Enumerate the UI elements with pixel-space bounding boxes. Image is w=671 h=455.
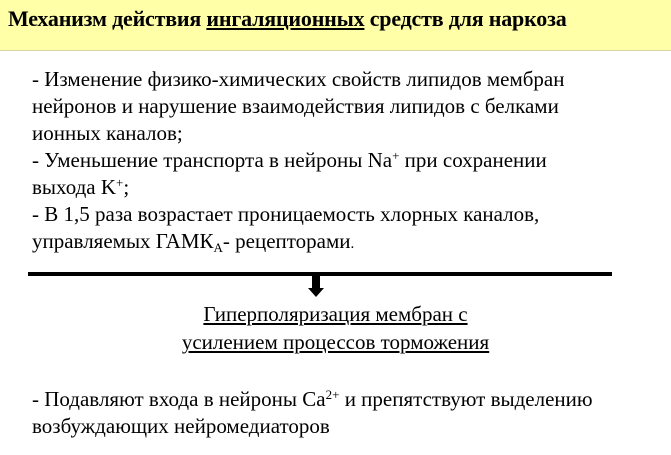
title-prefix: Механизм действия [8, 6, 207, 31]
k-charge: + [116, 175, 124, 190]
point-2-text-a: - Уменьшение транспорта в нейроны Na [32, 148, 393, 172]
bottom-line-2: возбуждающих нейромедиаторов [32, 414, 330, 438]
bottom-text-b: и препятствуют выделению [339, 387, 593, 411]
point-3-text-a: управляемых ГАМК [32, 229, 214, 253]
point-1-line-1: - Изменение физико-химических свойств липидов мембран [32, 67, 565, 91]
result-line-2 [0, 328, 671, 356]
point-1-line-3: ионных каналов; [32, 121, 183, 145]
bottom-block [32, 386, 593, 440]
point-2-semicolon: ; [123, 175, 130, 199]
point-2-line-1 [32, 147, 565, 174]
point-3-dot: . [350, 236, 355, 252]
na-charge: + [392, 148, 400, 163]
point-2-line-2-text: выхода K [32, 175, 117, 199]
title-bar [0, 0, 671, 51]
divider-bar [28, 272, 612, 276]
down-arrow-icon [312, 276, 320, 288]
point-2-text-b: при сохранении [399, 148, 547, 172]
result-block [0, 300, 671, 356]
point-3-line-2 [32, 228, 565, 258]
title-suffix: средств для наркоза [364, 6, 567, 31]
title-underlined-word: ингаляционных [206, 6, 365, 31]
result-line-1 [0, 300, 671, 328]
bottom-text-a: - Подавляют входа в нейроны Са [32, 387, 326, 411]
ca-charge: 2+ [325, 387, 340, 402]
down-arrow-head-icon [308, 288, 324, 297]
point-3-line-1: - В 1,5 раза возрастает проницаемость хлорных каналов, [32, 202, 540, 226]
gaba-subscript: А [213, 240, 223, 255]
point-1-line-2: нейронов и нарушение взаимодействия липидов с белками [32, 94, 559, 118]
result-line-1-text: Гиперполяризация мембран с [203, 302, 468, 326]
point-2-line-2 [32, 174, 565, 201]
result-line-2-text: усилением процессов торможения [181, 330, 490, 354]
slide-title [8, 6, 567, 32]
mechanism-list [32, 66, 565, 258]
bottom-line-1 [32, 386, 593, 413]
point-3-text-b: - рецепторами [222, 229, 351, 253]
